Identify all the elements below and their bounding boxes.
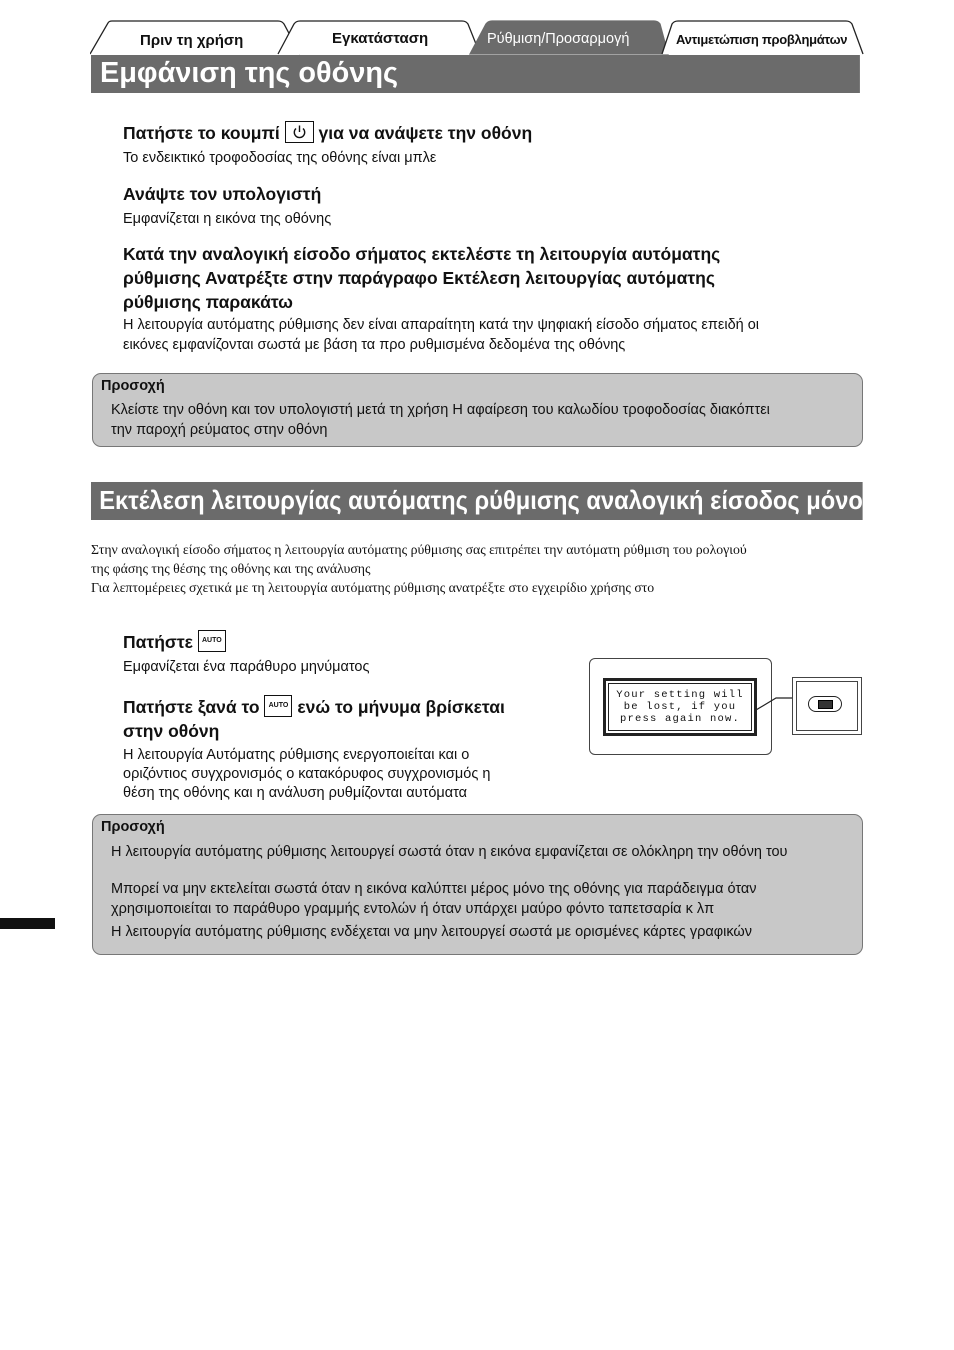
auto-step1-title xyxy=(123,630,226,654)
step1-title-end: για να ανάψετε την οθόνη xyxy=(318,123,533,143)
message-line: be lost, if you xyxy=(623,701,737,713)
monitor-side-panel-illustration xyxy=(792,677,862,735)
tab-before-use[interactable]: Πριν τη χρήση xyxy=(140,32,244,49)
auto-step2-title-line2: στην οθόνη xyxy=(123,721,220,741)
auto-button-key: AUTO xyxy=(198,630,226,652)
tab-installation[interactable]: Εγκατάσταση xyxy=(332,30,429,47)
auto-step1-desc: Εμφανίζεται ένα παράθυρο μηνύματος xyxy=(123,659,370,675)
step3-desc-line1: Η λειτουργία αυτόματης ρύθμισης δεν είναι απαραίτητη κατά την ψηφιακή είσοδο σήματος επειδή οι xyxy=(123,317,760,333)
step2-desc: Εμφανίζεται η εικόνα της οθόνης xyxy=(123,211,332,227)
caution-line: χρησιμοποιείται το παράθυρο γραμμής εντολών ή όταν υπάρχει μαύρο φόντο ταπετσαρία κ λπ xyxy=(111,901,715,917)
caution-line: Η λειτουργία αυτόματης ρύθμισης λειτουργεί σωστά όταν η εικόνα εμφανίζεται σε ολόκληρη την οθόνη του xyxy=(111,844,788,860)
tab-settings-adjustment[interactable]: Ρύθμιση/Προσαρμογή xyxy=(487,31,630,47)
auto-step2-title xyxy=(123,695,505,719)
auto-step2-desc-line: Η λειτουργία Αυτόματης ρύθμισης ενεργοποιείται και ο xyxy=(123,747,470,763)
auto-step2-title-start: Πατήστε ξανά το xyxy=(123,697,260,717)
auto-step2-title-end: ενώ το μήνυμα βρίσκεται xyxy=(297,697,505,717)
page-edge-marker xyxy=(0,918,55,929)
step1-desc: Το ενδεικτικό τροφοδοσίας της οθόνης είναι μπλε xyxy=(123,150,437,166)
auto-step1-title-text: Πατήστε xyxy=(123,632,193,652)
monitor-illustration xyxy=(589,658,772,755)
intro-line: Στην αναλογική είσοδο σήματος η λειτουργία αυτόματης ρύθμισης σας επιτρέπει την αυτόματη ρύθμιση του ρολογιού xyxy=(91,542,747,557)
step3-title-line3: ρύθμισης παρακάτω xyxy=(123,292,293,312)
step3-title-line2: ρύθμισης Ανατρέξτε στην παράγραφο Εκτέλεση λειτουργίας αυτόματης xyxy=(123,268,715,288)
caution-note-2 xyxy=(92,814,863,955)
caution-title: Προσοχή xyxy=(101,378,165,394)
step3-title-line1: Κατά την αναλογική είσοδο σήματος εκτελέστε τη λειτουργία αυτόματης xyxy=(123,244,721,264)
caution-title: Προσοχή xyxy=(101,819,165,835)
message-line: press again now. xyxy=(619,713,741,725)
caution-line: Μπορεί να μην εκτελείται σωστά όταν η εικόνα καλύπτει μέρος μόνο της οθόνης για παράδειγμα όταν xyxy=(111,881,757,897)
step1-title xyxy=(123,121,532,145)
step3-desc-line2: εικόνες εμφανίζονται σωστά με βάση τα προ ρυθμισμένα δεδομένα της οθόνης xyxy=(123,337,626,353)
section-title-display-screen: Εμφάνιση της οθόνης xyxy=(91,55,860,93)
auto-button-illustration xyxy=(808,696,842,712)
step2-title: Ανάψτε τον υπολογιστή xyxy=(123,184,322,204)
caution-line: Κλείστε την οθόνη και τον υπολογιστή μετά τη χρήση Η αφαίρεση του καλωδίου τροφοδοσίας διακόπτει xyxy=(111,402,770,418)
auto-button-key: AUTO xyxy=(264,695,292,717)
tab-bar xyxy=(90,20,864,56)
caution-note-1 xyxy=(92,373,863,447)
step1-title-start: Πατήστε το κουμπί xyxy=(123,123,280,143)
message-text xyxy=(608,683,752,731)
auto-step2-desc-line: οριζόντιος συγχρονισμός ο κατακόρυφος συγχρονισμός η xyxy=(123,766,491,782)
tab-troubleshooting[interactable]: Αντιμετώπιση προβλημάτων xyxy=(676,32,848,47)
caution-line: την παροχή ρεύματος στην οθόνη xyxy=(111,422,328,438)
power-button-key xyxy=(285,121,314,143)
message-line: Your setting will xyxy=(616,689,744,701)
message-window xyxy=(603,678,757,736)
intro-line: Για λεπτομέρειες σχετικά με τη λειτουργία αυτόματης ρύθμισης ανατρέξτε στο εγχειρίδιο χρήσης στο xyxy=(91,580,655,595)
power-icon xyxy=(286,122,313,142)
intro-line: της φάσης της θέσης της οθόνης και της ανάλυσης xyxy=(91,561,371,576)
caution-line: Η λειτουργία αυτόματης ρύθμισης ενδέχεται να μην λειτουργεί σωστά με ορισμένες κάρτες γραφικών xyxy=(111,924,752,940)
auto-step2-desc-line: θέση της οθόνης και η ανάλυση ρυθμίζονται αυτόματα xyxy=(123,785,468,801)
section-title-auto-adjustment: Εκτέλεση λειτουργίας αυτόματης ρύθμισης αναλογική είσοδος μόνο xyxy=(91,482,863,520)
